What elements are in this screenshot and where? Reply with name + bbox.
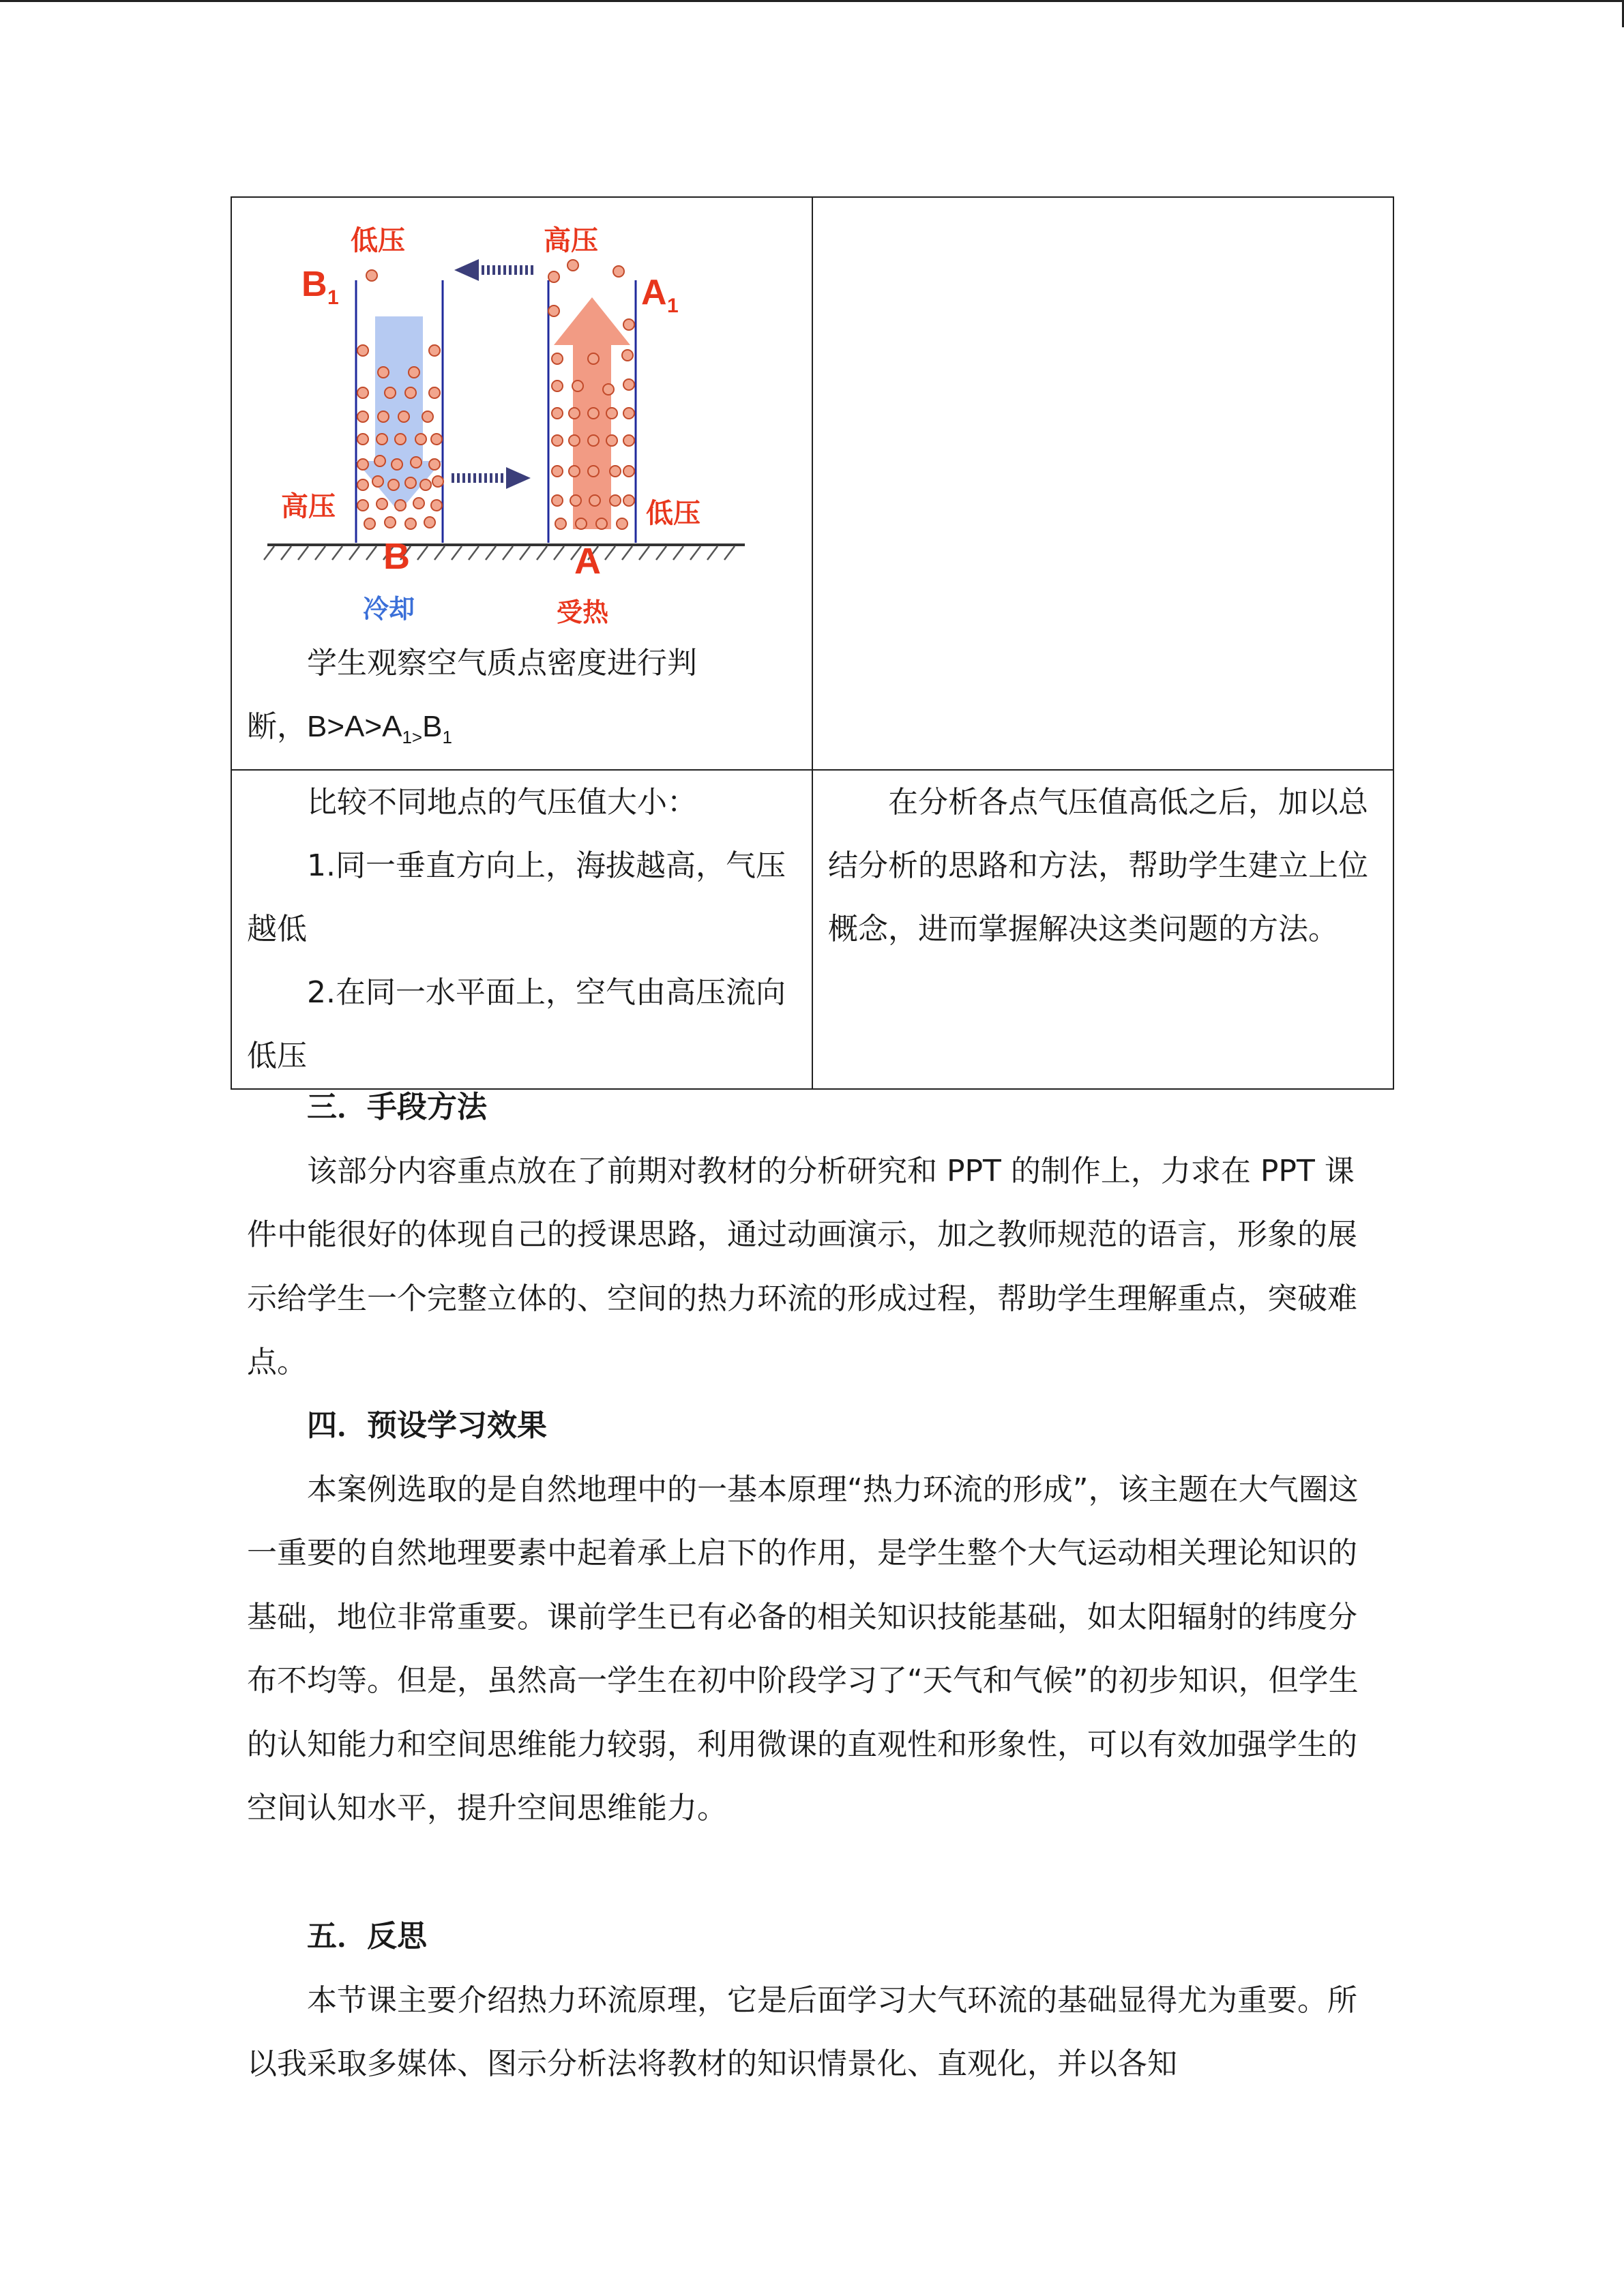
table-cell-comparison <box>231 770 812 1089</box>
section-title-reflection: 五．反思 <box>307 1919 427 1954</box>
label-heat: 受热 <box>557 599 609 627</box>
label-A1: A <box>641 273 667 312</box>
table-row <box>231 770 1393 1089</box>
label-B1-sub: 1 <box>327 286 339 309</box>
label-B: B <box>383 536 410 577</box>
section-title-methods: 三．手段方法 <box>307 1090 487 1124</box>
section-title-effects: 四．预设学习效果 <box>307 1408 547 1443</box>
comparison-rule-2: 2.在同一水平面上，空气由高压流向低压 <box>247 974 786 1073</box>
table-cell-summary <box>812 770 1393 1089</box>
section-methods <box>247 1075 1379 1395</box>
section-body-reflection: 本节课主要介绍热力环流原理，它是后面学习大气环流的基础显得尤为重要。所以我采取多媒体、图示分析法将教材的知识情景化、直观化，并以各知 <box>247 1982 1357 2081</box>
lower-flow-arrow <box>452 467 531 489</box>
table-row <box>231 197 1393 770</box>
label-A1-sub: 1 <box>667 295 679 317</box>
ground-hatch <box>264 546 735 560</box>
upper-flow-arrow <box>454 259 533 281</box>
label-high-bottom: 高压 <box>281 492 336 522</box>
observation-formula: 断，$B>A>A_{1>}B_1$ <box>247 709 452 747</box>
page-top-border <box>0 0 1624 2</box>
section-effects <box>247 1394 1379 1840</box>
thermal-circulation-diagram <box>247 209 752 631</box>
label-high-top: 高压 <box>544 226 598 256</box>
label-low-top: 低压 <box>351 226 405 256</box>
section-body-methods: 该部分内容重点放在了前期对教材的分析研究和 PPT 的制作上，力求在 PPT 课件中能很好的体现自己的授课思路，通过动画演示，加之教师规范的语言，形象的展示给学生一个完整立体的、空间的热力环流的形成过程，帮助学生理解重点，突破难点。 <box>247 1153 1357 1380</box>
label-low-bottom: 低压 <box>646 498 700 528</box>
label-B1: B <box>301 265 327 304</box>
observation-text: 学生观察空气质点密度进行判 <box>307 646 697 681</box>
comparison-rule-1: 1.同一垂直方向上，海拔越高，气压越低 <box>247 848 786 946</box>
lesson-table <box>231 196 1394 1090</box>
summary-text: 在分析各点气压值高低之后，加以总结分析的思路和方法，帮助学生建立上位概念，进而掌握解决这类问题的方法。 <box>828 784 1368 946</box>
section-body-effects: 本案例选取的是自然地理中的一基本原理“热力环流的形成”，该主题在大气圈这一重要的自然地理要素中起着承上启下的作用，是学生整个大气运动相关理论知识的基础，地位非常重要。课前学生已有必备的相关知识技能基础，如太阳辐射的纬度分布不均等。但是，虽然高一学生在初中阶段学习了“天气和气候”的初步知识，但学生的认知能力和空间思维能力较弱，利用微课的直观性和形象性，可以有效加强学生的空间认知水平，提升空间思维能力。 <box>247 1472 1359 1825</box>
label-cool: 冷却 <box>363 595 415 624</box>
comparison-intro: 比较不同地点的气压值大小： <box>307 784 697 820</box>
table-cell-empty <box>812 197 1393 770</box>
label-A: A <box>574 541 601 582</box>
table-cell-diagram <box>231 197 812 770</box>
section-reflection <box>247 1905 1379 2096</box>
